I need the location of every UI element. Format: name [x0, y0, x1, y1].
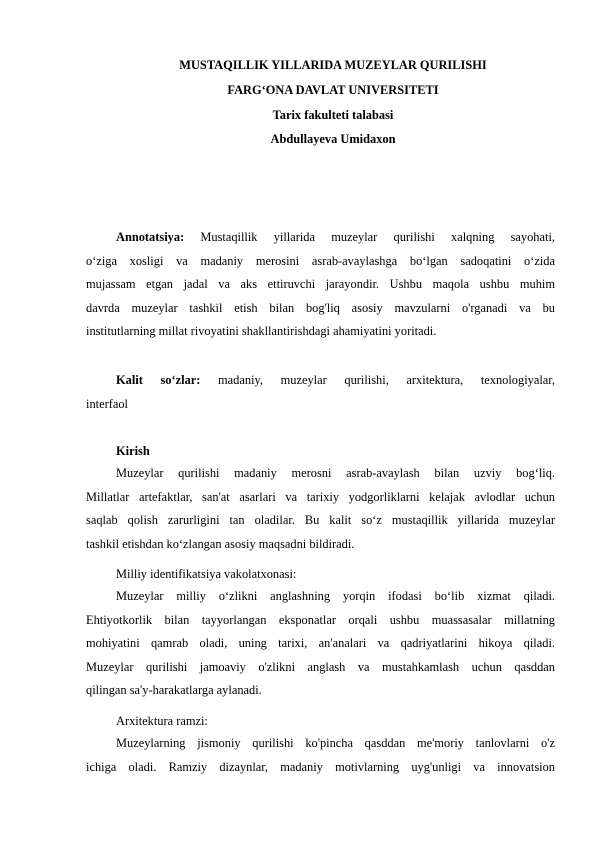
keywords-label: Kalit so‘zlar:	[116, 373, 201, 387]
keywords-line-1: Kalit so‘zlar: madaniy, muzeylar qurilishi, arxitektura, texnologiyalar,	[116, 373, 556, 387]
intro-p1-line-3: saqlab qolish zarurligini tan oladilar. Bu kalit so‘z mustaqillik yillarida muzeylar	[86, 513, 555, 528]
intro-paragraph-1	[86, 462, 555, 556]
intro-paragraph-2	[86, 585, 555, 703]
abstract-line-2: o‘ziga xosligi va madaniy merosini asrab-avaylashga bo‘lgan sadoqatini o‘zida	[86, 253, 555, 268]
abstract-line-4: davrda muzeylar tashkil etish bilan bog'liq asosiy mavzularni o'rganadi va bu	[86, 300, 555, 315]
intro-p3-line-2: ichiga oladi. Ramziy dizaynlar, madaniy motivlarning uyg'unligi va innovatsion	[86, 759, 555, 774]
keywords-line-2: interfaol	[86, 396, 128, 411]
paper-title: MUSTAQILLIK YILLARIDA MUZEYLAR QURILISHI	[179, 58, 487, 72]
intro-p2-line-1: Muzeylar milliy o‘zlikni anglashning yorqin ifodasi bo‘lib xizmat qiladi.	[116, 589, 555, 603]
intro-heading: Kirish	[116, 444, 150, 458]
intro-p2-line-4: Muzeylar qurilishi jamoaviy o'zlikni anglash va mustahkamlash uchun qasddan	[86, 659, 555, 674]
abstract-line-3: mujassam etgan jadal va aks ettiruvchi jarayondir. Ushbu maqola ushbu muhim	[86, 277, 555, 292]
subheading-national-identity: Milliy identifikatsiya vakolatxonasi:	[116, 567, 297, 581]
keywords-paragraph	[86, 369, 555, 416]
university-name: FARG‘ONA DAVLAT UNIVERSITETI	[227, 83, 439, 97]
abstract-paragraph	[86, 226, 555, 344]
intro-p1-line-2: Millatlar artefaktlar, san'at asarlari va tarixiy yodgorliklarni kelajak avlodlar uchun	[86, 489, 555, 504]
intro-p1-line-4: tashkil etishdan ko‘zlangan asosiy maqsadni bildiradi.	[86, 536, 355, 551]
intro-p2-line-2: Ehtiyotkorlik bilan tayyorlangan eksponatlar orqali ushbu muassasalar millatning	[86, 612, 555, 627]
intro-p2-line-5: qilingan sa'y-harakatlarga aylanadi.	[86, 683, 262, 698]
abstract-line-1: Annotatsiya: Mustaqillik yillarida muzeylar qurilishi xalqning sayohati,	[116, 230, 555, 244]
author-name: Abdullayeva Umidaxon	[270, 132, 396, 146]
subheading-architecture: Arxitektura ramzi:	[116, 714, 208, 728]
abstract-line-5: institutlarning millat rivoyatini shakllantirishdagi ahamiyatini yoritadi.	[86, 324, 437, 339]
intro-p1-line-1: Muzeylar qurilishi madaniy merosni asrab-avaylash bilan uzviy bog‘liq.	[116, 466, 555, 480]
abstract-label: Annotatsiya:	[116, 230, 185, 244]
faculty-line: Tarix fakulteti talabasi	[272, 108, 394, 122]
intro-p3-line-1: Muzeylarning jismoniy qurilishi ko'pincha qasddan me'moriy tanlovlarni o'z	[116, 736, 555, 750]
intro-p2-line-3: mohiyatini qamrab oladi, uning tarixi, an'analari va qadriyatlarini hikoya qiladi.	[86, 636, 555, 651]
intro-paragraph-3	[86, 732, 555, 779]
